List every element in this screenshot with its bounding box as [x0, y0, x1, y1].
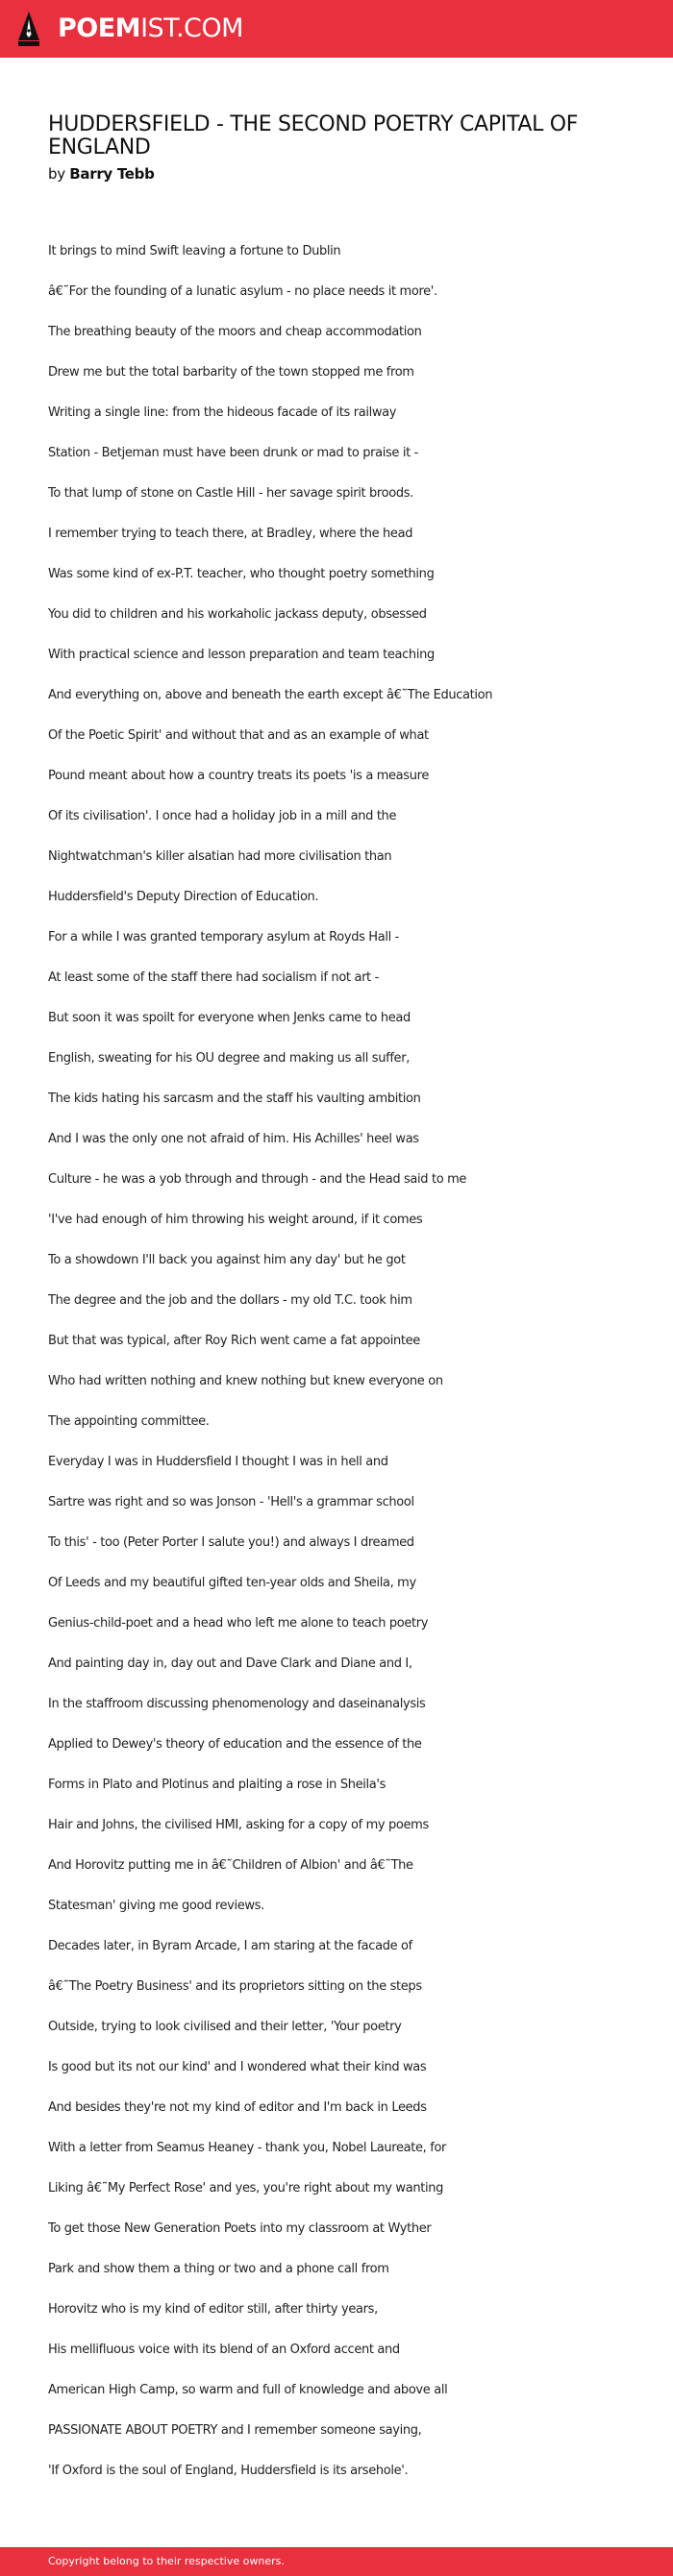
poem-line: To that lump of stone on Castle Hill - her savage spirit broods.: [48, 486, 413, 501]
poem-line: Forms in Plato and Plotinus and plaiting a rose in Sheila's: [48, 1778, 386, 1792]
poem-line: And painting day in, day out and Dave Clark and Diane and I,: [48, 1656, 412, 1671]
poem-line: 'I've had enough of him throwing his weight around, if it comes: [48, 1213, 423, 1227]
poem-line: I remember trying to teach there, at Bradley, where the head: [48, 527, 413, 541]
poem-line: Drew me but the total barbarity of the town stopped me from: [48, 365, 414, 380]
poem-line: â€˜The Poetry Business' and its proprietors sitting on the steps: [48, 1979, 422, 1994]
poem-line: With a letter from Seamus Heaney - thank you, Nobel Laureate, for: [48, 2141, 447, 2155]
poem-line: And besides they're not my kind of editor and I'm back in Leeds: [48, 2100, 427, 2115]
pen-nib-icon: [17, 11, 40, 47]
poem-line: Station - Betjeman must have been drunk or mad to praise it -: [48, 446, 418, 460]
poem-line: American High Camp, so warm and full of knowledge and above all: [48, 2383, 448, 2397]
poem-line: 'If Oxford is the soul of England, Huddersfield is its arsehole'.: [48, 2464, 409, 2478]
poem-line: Genius-child-poet and a head who left me alone to teach poetry: [48, 1616, 429, 1631]
site-header: [0, 0, 673, 58]
logo-light-text: IST.COM: [140, 13, 243, 43]
poem-line: Applied to Dewey's theory of education and the essence of the: [48, 1737, 422, 1752]
poem-title: HUDDERSFIELD - THE SECOND POETRY CAPITAL OF ENGLAND: [48, 112, 579, 159]
copyright-text: Copyright belong to their respective owners.: [48, 2555, 285, 2567]
poem-line: You did to children and his workaholic jackass deputy, obsessed: [48, 607, 427, 622]
poem-line: At least some of the staff there had socialism if not art -: [48, 970, 379, 985]
poem-line: Who had written nothing and knew nothing but knew everyone on: [48, 1374, 443, 1388]
site-logo[interactable]: [58, 12, 243, 45]
poem-line: Decades later, in Byram Arcade, I am staring at the facade of: [48, 1939, 412, 1953]
poem-line: And everything on, above and beneath the earth except â€˜The Education: [48, 688, 493, 702]
poem-line: Statesman' giving me good reviews.: [48, 1899, 264, 1913]
poem-line: Of Leeds and my beautiful gifted ten-year olds and Sheila, my: [48, 1576, 416, 1590]
poem-line: Park and show them a thing or two and a phone call from: [48, 2262, 389, 2276]
poem-line: It brings to mind Swift leaving a fortune to Dublin: [48, 244, 341, 258]
poem-line: â€˜For the founding of a lunatic asylum - no place needs it more'.: [48, 284, 437, 299]
poem-line: Sartre was right and so was Jonson - 'Hell's a grammar school: [48, 1495, 414, 1509]
poem-line: Everyday I was in Huddersfield I thought I was in hell and: [48, 1455, 388, 1469]
poem-line: PASSIONATE ABOUT POETRY and I remember someone saying,: [48, 2423, 422, 2438]
poem-line: Huddersfield's Deputy Direction of Education.: [48, 890, 319, 904]
poem-line: For a while I was granted temporary asylum at Royds Hall -: [48, 930, 399, 945]
poem-line: With practical science and lesson preparation and team teaching: [48, 648, 435, 662]
by-label: by: [48, 165, 65, 183]
poem-body: [48, 232, 644, 2491]
poem-byline: [48, 164, 155, 184]
poem-line: Horovitz who is my kind of editor still, after thirty years,: [48, 2302, 378, 2317]
poem-line: Was some kind of ex-P.T. teacher, who thought poetry something: [48, 567, 435, 581]
poem-line: Outside, trying to look civilised and their letter, 'Your poetry: [48, 2020, 402, 2034]
poem-line: Culture - he was a yob through and through - and the Head said to me: [48, 1172, 467, 1187]
poem-line: Pound meant about how a country treats its poets 'is a measure: [48, 769, 429, 783]
poem-line: His mellifluous voice with its blend of an Oxford accent and: [48, 2343, 400, 2357]
poem-line: And Horovitz putting me in â€˜Children of Albion' and â€˜The: [48, 1858, 413, 1873]
poem-line: The breathing beauty of the moors and cheap accommodation: [48, 325, 422, 339]
poem-line: Is good but its not our kind' and I wondered what their kind was: [48, 2060, 427, 2074]
poem-line: The appointing committee.: [48, 1414, 210, 1429]
poem-line: Hair and Johns, the civilised HMI, asking for a copy of my poems: [48, 1818, 429, 1832]
poem-line: But soon it was spoilt for everyone when Jenks came to head: [48, 1011, 411, 1025]
poem-line: Nightwatchman's killer alsatian had more civilisation than: [48, 849, 392, 864]
poem-line: To this' - too (Peter Porter I salute you!) and always I dreamed: [48, 1535, 414, 1550]
poem-line: The kids hating his sarcasm and the staff his vaulting ambition: [48, 1092, 421, 1106]
poem-line: The degree and the job and the dollars - my old T.C. took him: [48, 1293, 412, 1308]
poem-line: In the staffroom discussing phenomenology and daseinanalysis: [48, 1697, 426, 1711]
poem-line: Of the Poetic Spirit' and without that and as an example of what: [48, 728, 429, 743]
poem-line: Of its civilisation'. I once had a holiday job in a mill and the: [48, 809, 397, 823]
poem-line: But that was typical, after Roy Rich went came a fat appointee: [48, 1334, 420, 1348]
poem-line: To a showdown I'll back you against him any day' but he got: [48, 1253, 406, 1267]
poem-line: To get those New Generation Poets into my classroom at Wyther: [48, 2221, 432, 2236]
poem-line: English, sweating for his OU degree and making us all suffer,: [48, 1051, 410, 1066]
poem-line: Liking â€˜My Perfect Rose' and yes, you're right about my wanting: [48, 2181, 444, 2196]
author-name[interactable]: Barry Tebb: [69, 165, 155, 183]
poem-line: Writing a single line: from the hideous facade of its railway: [48, 405, 397, 420]
site-footer: [0, 2547, 673, 2576]
logo-bold-text: POEM: [58, 13, 141, 43]
poem-line: And I was the only one not afraid of him. His Achilles' heel was: [48, 1132, 419, 1146]
